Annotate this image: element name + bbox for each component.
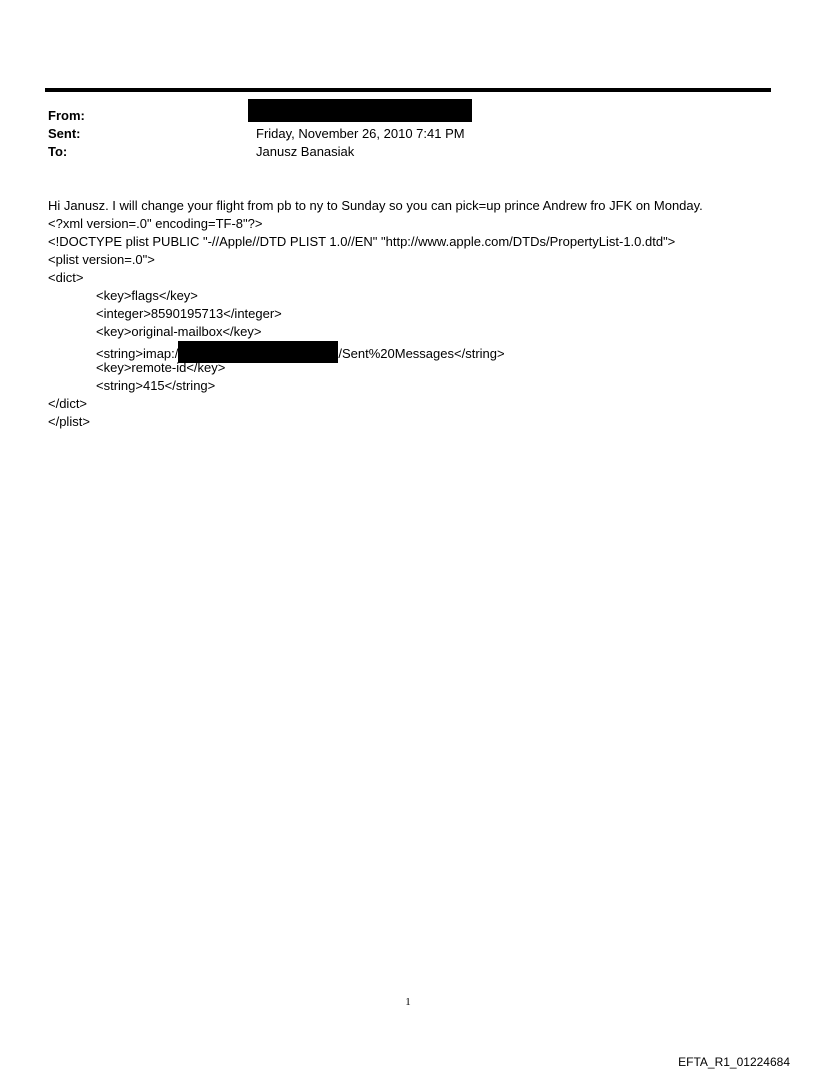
to-value: Janusz Banasiak (256, 144, 355, 159)
from-label: From: (48, 108, 85, 123)
email-body (48, 197, 788, 431)
key-flags-line: <key>flags</key> (96, 288, 198, 303)
integer-flags-line: <integer>8590195713</integer> (96, 306, 282, 321)
string-remote-line: <string>415</string> (96, 378, 216, 393)
plist-close-line: </plist> (48, 414, 90, 429)
from-redaction (248, 99, 472, 122)
plist-open-line: <plist version=.0"> (48, 252, 155, 267)
body-greeting: Hi Janusz. I will change your flight from pb to ny to Sunday so you can pick=up prince Andrew fro JFK on Monday. (48, 198, 703, 213)
dict-close-line: </dict> (48, 396, 88, 411)
string-imap-prefix: <string>imap:/ (96, 346, 179, 361)
bates-number: EFTA_R1_01224684 (678, 1055, 790, 1069)
dict-open-line: <dict> (48, 270, 84, 285)
to-label: To: (48, 144, 68, 159)
string-imap-line (48, 341, 788, 359)
page-number: 1 (405, 996, 411, 1008)
doctype-line: <!DOCTYPE plist PUBLIC "-//Apple//DTD PLIST 1.0//EN" "http://www.apple.com/DTDs/PropertyList-1.0.dtd"> (48, 234, 676, 249)
string-imap-suffix: /Sent%20Messages</string> (338, 346, 505, 361)
key-remote-line: <key>remote-id</key> (96, 360, 226, 375)
key-mailbox-line: <key>original-mailbox</key> (96, 324, 262, 339)
xml-declaration: <?xml version=.0" encoding=TF-8"?> (48, 216, 263, 231)
sent-value: Friday, November 26, 2010 7:41 PM (256, 126, 465, 141)
header-rule (45, 88, 771, 92)
sent-label: Sent: (48, 126, 81, 141)
